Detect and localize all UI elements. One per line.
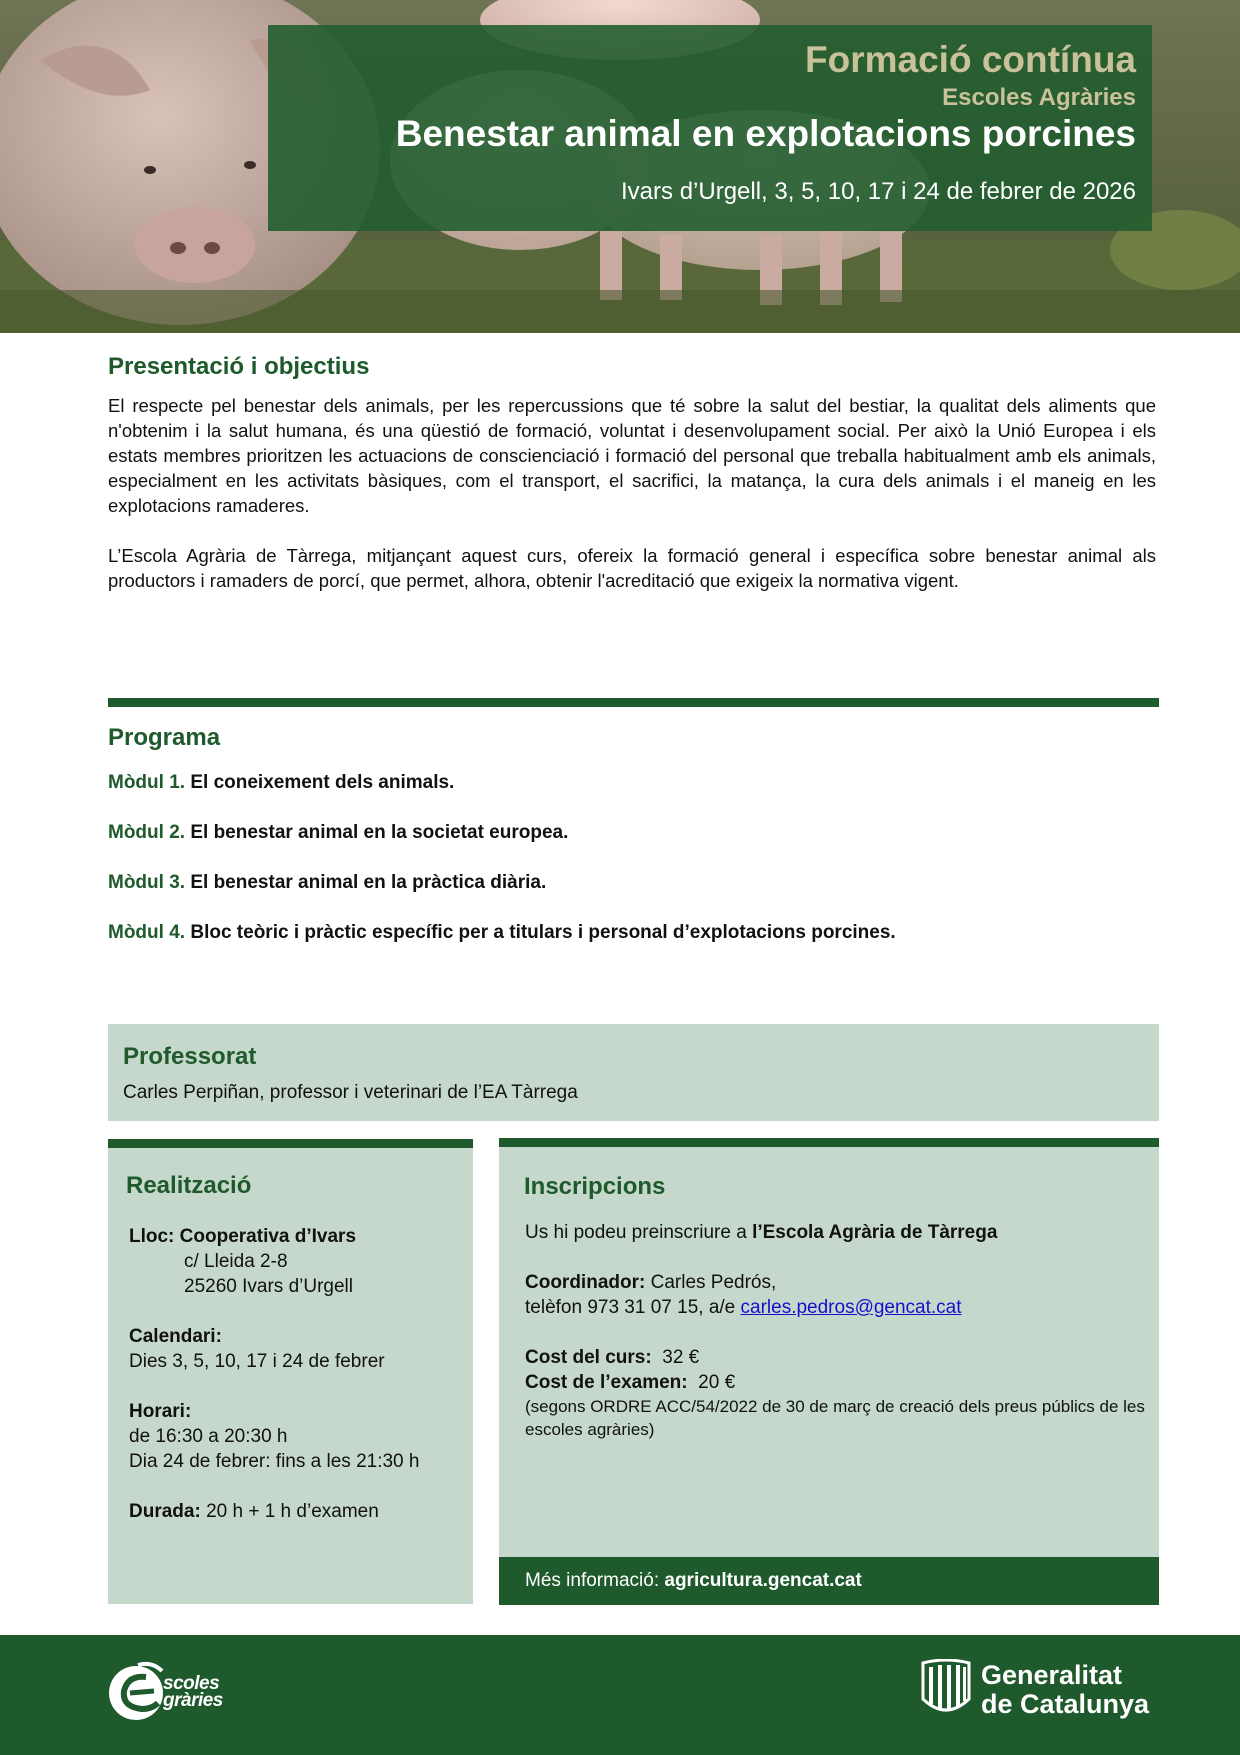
module-text: Bloc teòric i pràctic específic per a titulars i personal d’explotacions porcines. [190, 922, 896, 943]
module-number: Mòdul 2. [108, 822, 186, 843]
address-line-2: 25260 Ivars d’Urgell [184, 1276, 353, 1297]
logo-left-line1: scoles [163, 1673, 220, 1694]
program-heading: Programa [108, 724, 221, 751]
place-name: Cooperativa d’Ivars [179, 1226, 357, 1247]
registration-details [525, 1220, 1145, 1441]
registration-panel [499, 1138, 1159, 1605]
module-list [108, 772, 1158, 972]
place-label: Lloc: [129, 1226, 175, 1247]
module-item [108, 922, 1158, 972]
title-box [268, 25, 1152, 231]
course-cost-value: 32 € [662, 1347, 700, 1368]
network-title: Escoles Agràries [942, 84, 1136, 111]
course-title: Benestar animal en explotacions porcines [395, 113, 1136, 154]
coordinator-label: Coordinador: [525, 1272, 646, 1293]
teachers-heading: Professorat [123, 1043, 257, 1070]
coordinator-name: Carles Pedrós, [650, 1272, 777, 1293]
logo-left-line2: gràries [163, 1690, 223, 1711]
escoles-agraries-logo [108, 1657, 233, 1727]
coordinator-email-link[interactable]: carles.pedros@gencat.cat [740, 1297, 962, 1318]
teachers-text: Carles Perpiñan, professor i veterinari de l’EA Tàrrega [123, 1082, 578, 1103]
schedule-label: Horari: [129, 1401, 192, 1422]
module-item [108, 772, 1158, 822]
logo-right-line2: de Catalunya [981, 1689, 1150, 1719]
more-info-label: Més informació: [525, 1570, 665, 1591]
duration-label: Durada: [129, 1501, 201, 1522]
address-line-1: c/ Lleida 2-8 [184, 1251, 288, 1272]
module-text: El coneixement dels animals. [190, 772, 455, 793]
presentation-paragraph-1: El respecte pel benestar dels animals, per les repercussions que té sobre la salut del bestiar, la qualitat dels aliments que n'obtenim i la salut humana, és una qüestió de formació, voluntat i desenvolupament social. Per això la Unió Europea i els estats membres prioritzen les actuacions de conscienciació i formació del personal que treballa habitualment amb els animals, especialment en les activitats bàsiques, com el transport, el sacrifici, la matança, la cura dels animals i el maneig en les explotacions ramaderes. [108, 395, 1156, 516]
module-item [108, 872, 1158, 922]
delivery-panel [108, 1139, 473, 1604]
more-info-link[interactable]: agricultura.gencat.cat [664, 1570, 862, 1591]
presentation-heading: Presentació i objectius [108, 353, 370, 380]
registration-intro: Us hi podeu preinscriure a [525, 1222, 753, 1243]
exam-cost-value: 20 € [698, 1372, 736, 1393]
place-dates: Ivars d’Urgell, 3, 5, 10, 17 i 24 de febrer de 2026 [621, 178, 1136, 205]
pricing-note: (segons ORDRE ACC/54/2022 de 30 de març de creació dels preus públics de les escoles agràries) [525, 1397, 1145, 1439]
presentation-text [108, 393, 1156, 618]
calendar-value: Dies 3, 5, 10, 17 i 24 de febrer [129, 1351, 385, 1372]
calendar-label: Calendari: [129, 1326, 222, 1347]
hero-banner [0, 0, 1240, 333]
logo-right-line1: Generalitat [981, 1660, 1123, 1690]
module-text: El benestar animal en la pràctica diària. [190, 872, 547, 893]
module-item [108, 822, 1158, 872]
schedule-value-1: de 16:30 a 20:30 h [129, 1426, 288, 1447]
exam-cost-label: Cost de l’examen: [525, 1372, 688, 1393]
footer [0, 1635, 1240, 1755]
module-number: Mòdul 4. [108, 922, 186, 943]
delivery-details [129, 1224, 419, 1524]
duration-value: 20 h + 1 h d’examen [206, 1501, 379, 1522]
registration-school: l’Escola Agrària de Tàrrega [752, 1222, 998, 1243]
more-info-bar [499, 1557, 1159, 1605]
generalitat-logo [919, 1657, 1159, 1727]
teachers-panel [108, 1024, 1159, 1121]
module-text: El benestar animal en la societat europea. [190, 822, 569, 843]
module-number: Mòdul 1. [108, 772, 186, 793]
schedule-value-2: Dia 24 de febrer: fins a les 21:30 h [129, 1451, 420, 1472]
module-number: Mòdul 3. [108, 872, 186, 893]
generalitat-emblem-icon [921, 1659, 971, 1717]
registration-heading: Inscripcions [524, 1173, 666, 1200]
series-title: Formació contínua [805, 39, 1136, 80]
course-cost-label: Cost del curs: [525, 1347, 652, 1368]
section-divider [108, 698, 1159, 707]
presentation-paragraph-2: L’Escola Agrària de Tàrrega, mitjançant aquest curs, ofereix la formació general i específica sobre benestar animal als productors i ramaders de porcí, que permet, alhora, obtenir l'acreditació que exigeix la normativa vigent. [108, 545, 1156, 591]
delivery-heading: Realització [126, 1172, 252, 1199]
contact-text: telèfon 973 31 07 15, a/e [525, 1297, 741, 1318]
